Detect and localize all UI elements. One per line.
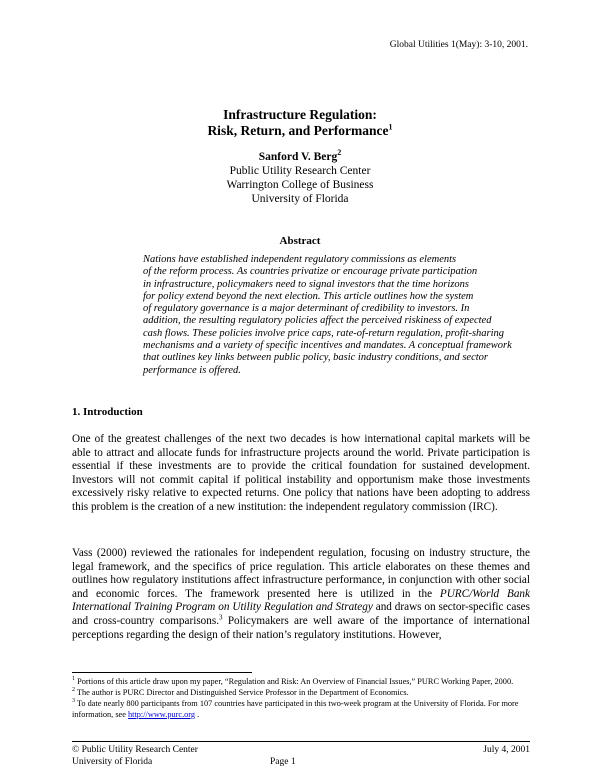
footnote-1 — [72, 676, 530, 687]
footer-institution: University of Florida — [72, 757, 153, 767]
author-footnote-mark: 2 — [337, 148, 342, 158]
affiliation-line: Public Utility Research Center — [229, 165, 371, 177]
author-name-text: Sanford V. Berg — [258, 151, 338, 163]
footer-date: July 4, 2001 — [483, 745, 530, 755]
abstract-line: addition, the resulting regulatory policies affect the perceived riskiness of expected — [143, 315, 492, 327]
article-title — [0, 107, 600, 139]
affiliation-line: Warrington College of Business — [226, 179, 374, 191]
abstract-line: for policy extend beyond the next election. This article outlines how the system — [143, 290, 474, 302]
paragraph-2-text-b: and draws on sector-specific cases and cross-country comparisons. — [72, 601, 530, 627]
title-line-1: Infrastructure Regulation: — [223, 107, 377, 122]
abstract-heading: Abstract — [279, 235, 321, 247]
abstract-line: of the reform process. As countries privatize or encourage private participation — [143, 266, 478, 278]
title-line-2 — [0, 123, 600, 139]
program-title: PURC/World Bank International Training Program on Utility Regulation and Strategy — [72, 587, 530, 614]
purc-website-link[interactable]: http://www.purc.org — [128, 710, 196, 719]
abstract-text — [143, 254, 563, 377]
body-paragraph-1: One of the greatest challenges of the next two decades is how international capital markets will be able to attract and allocate funds for infrastructure projects around the world. Private participation is essential if these investments are to provide the critical foundation for sustained development. Investors will not commit capital if political instability and opportunism make those investments excessively risky relative to expected returns. One policy that nations have been adopting to address this problem is the creation of a new institution: the independent regulatory commission (IRC). — [72, 433, 530, 513]
footnote-2-mark: 2 — [72, 687, 75, 694]
abstract-line: performance is offered. — [143, 364, 241, 376]
footnote-1-text: Portions of this article draw upon my paper, “Regulation and Risk: An Overview of Financial Issues,” PURC Working Paper, 2000. — [75, 677, 514, 686]
abstract-line: cash flows. These policies involve price caps, rate-of-return regulation, profit-sharing — [143, 327, 505, 339]
footer-copyright: © Public Utility Research Center — [72, 745, 198, 755]
footer-rule — [72, 741, 530, 742]
author-name — [0, 150, 600, 164]
footnotes — [72, 676, 530, 720]
body-paragraph-2 — [72, 547, 530, 642]
running-head: Global Utilities 1(May): 3-10, 2001. — [389, 40, 528, 50]
paragraph-2-text-a: Vass (2000) reviewed the rationales for independent regulation, focusing on industry structure, the legal framework, and the specifics of price regulation. This article elaborates on these themes and outlines how regulatory institutions affect infrastructure performance, in conjunction with other social and economic forces. The framework presented here is utilized in the — [72, 547, 530, 600]
page-number: Page 1 — [270, 757, 296, 767]
author-block — [0, 150, 600, 206]
title-line-2-text: Risk, Return, and Performance — [207, 123, 389, 138]
abstract-line: Nations have established independent regulatory commissions as elements — [143, 254, 457, 265]
footnote-1-mark: 1 — [72, 676, 75, 683]
footnote-3-tail: . — [195, 710, 200, 719]
abstract-line: that outlines key links between public policy, basic industry conditions, and sector — [143, 352, 488, 364]
title-footnote-mark: 1 — [388, 122, 393, 132]
footnote-2 — [72, 687, 530, 698]
footnote-3-text: To date nearly 800 participants from 107 countries have participated in this two-week program at the University of Florida. For more information, see — [72, 699, 519, 719]
affiliation-line: University of Florida — [251, 193, 349, 205]
footnote-separator — [72, 672, 252, 673]
footnote-3-mark: 3 — [72, 698, 75, 705]
footnote-3 — [72, 698, 530, 720]
paragraph-2-text-c: Policymakers are well aware of the importance of international perceptions regarding the design of their nation’s regulatory institutions. However, — [72, 614, 530, 641]
section-heading: 1. Introduction — [72, 406, 143, 418]
abstract-line: of regulatory governance is a major determinant of credibility to investors. In — [143, 303, 470, 315]
abstract-line: mechanisms and a variety of specific incentives and mandates. A conceptual framework — [143, 340, 512, 352]
footnote-mark-3: 3 — [219, 613, 223, 622]
abstract-line: in infrastructure, policymakers need to signal investors that the time horizons — [143, 278, 469, 290]
footnote-2-text: The author is PURC Director and Distinguished Service Professor in the Department of Economics. — [75, 688, 409, 697]
